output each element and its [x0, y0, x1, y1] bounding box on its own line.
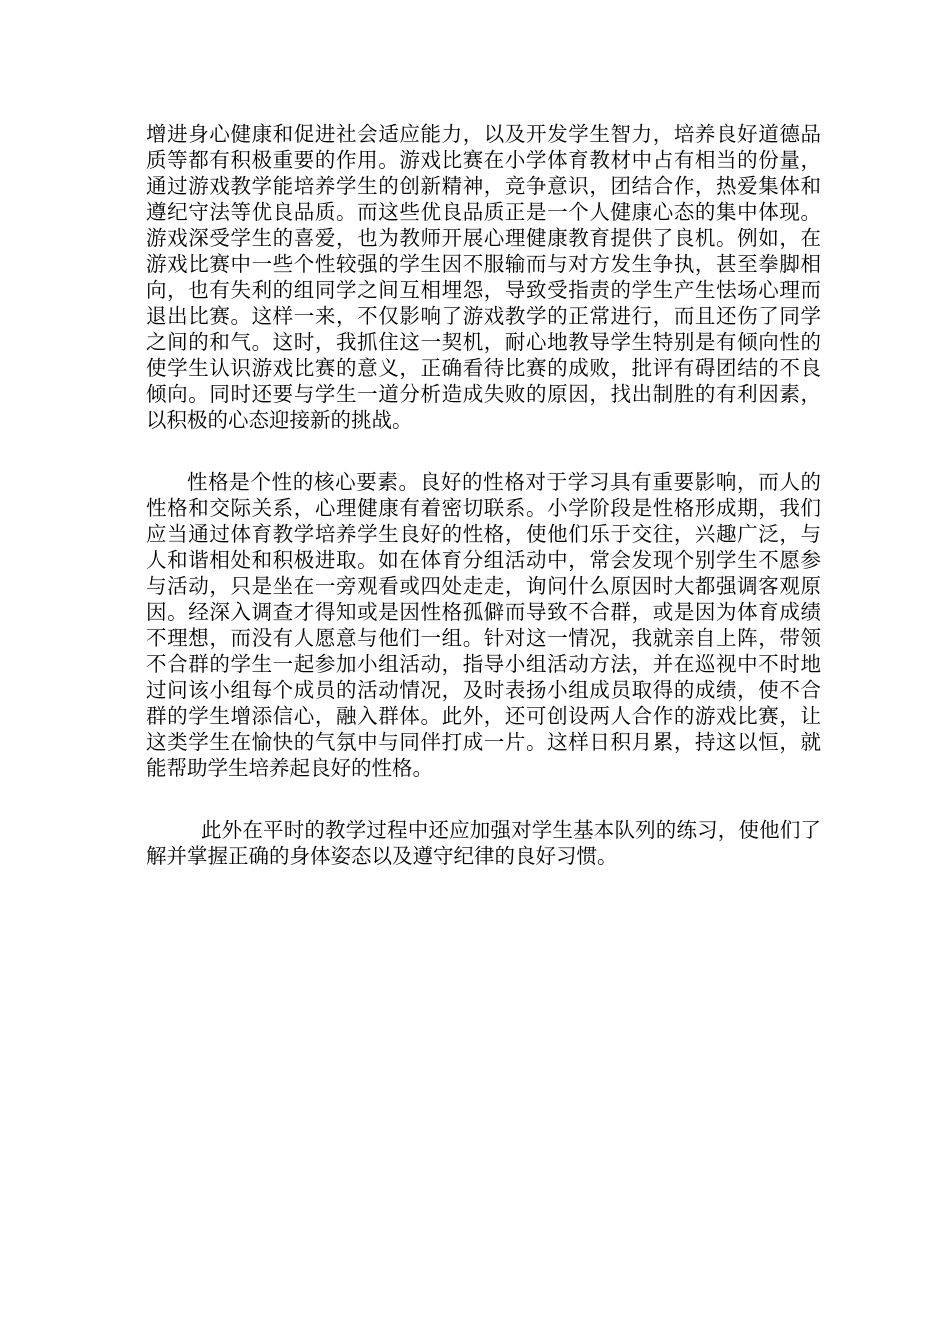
document-body	[146, 121, 821, 869]
paragraph-queue-practice: 此外在平时的教学过程中还应加强对学生基本队列的练习，使他们了解并掌握正确的身体姿态以及遵守纪律的良好习惯。	[146, 818, 821, 868]
paragraph-game-teaching: 增进身心健康和促进社会适应能力，以及开发学生智力，培养良好道德品质等都有积极重要的作用。游戏比赛在小学体育教材中占有相当的份量，通过游戏教学能培养学生的创新精神，竞争意识，团结合作，热爱集体和遵纪守法等优良品质。而这些优良品质正是一个人健康心态的集中体现。游戏深受学生的喜爱，也为教师开展心理健康教育提供了良机。例如，在游戏比赛中一些个性较强的学生因不服输而与对方发生争执，甚至拳脚相向，也有失利的组同学之间互相埋怨，导致受指责的学生产生怯场心理而退出比赛。这样一来，不仅影响了游戏教学的正常进行，而且还伤了同学之间的和气。这时，我抓住这一契机，耐心地教导学生特别是有倾向性的使学生认识游戏比赛的意义，正确看待比赛的成败，批评有碍团结的不良倾向。同时还要与学生一道分析造成失败的原因，找出制胜的有利因素，以积极的心态迎接新的挑战。	[146, 122, 821, 432]
paragraph-personality: 性格是个性的核心要素。良好的性格对于学习具有重要影响，而人的性格和交际关系，心理健康有着密切联系。小学阶段是性格形成期，我们应当通过体育教学培养学生良好的性格，使他们乐于交往，兴趣广泛，与人和谐相处和积极进取。如在体育分组活动中，常会发现个别学生不愿参与活动，只是坐在一旁观看或四处走走，询问什么原因时大都强调客观原因。经深入调查才得知或是因性格孤僻而导致不合群，或是因为体育成绩不理想，而没有人愿意与他们一组。针对这一情况，我就亲自上阵，带领不合群的学生一起参加小组活动，指导小组活动方法，并在巡视中不时地过问该小组每个成员的活动情况，及时表扬小组成员取得的成绩，使不合群的学生增添信心，融入群体。此外，还可创设两人合作的游戏比赛，让这类学生在愉快的气氛中与同伴打成一片。这样日积月累，持这以恒，就能帮助学生培养起良好的性格。	[146, 470, 821, 780]
